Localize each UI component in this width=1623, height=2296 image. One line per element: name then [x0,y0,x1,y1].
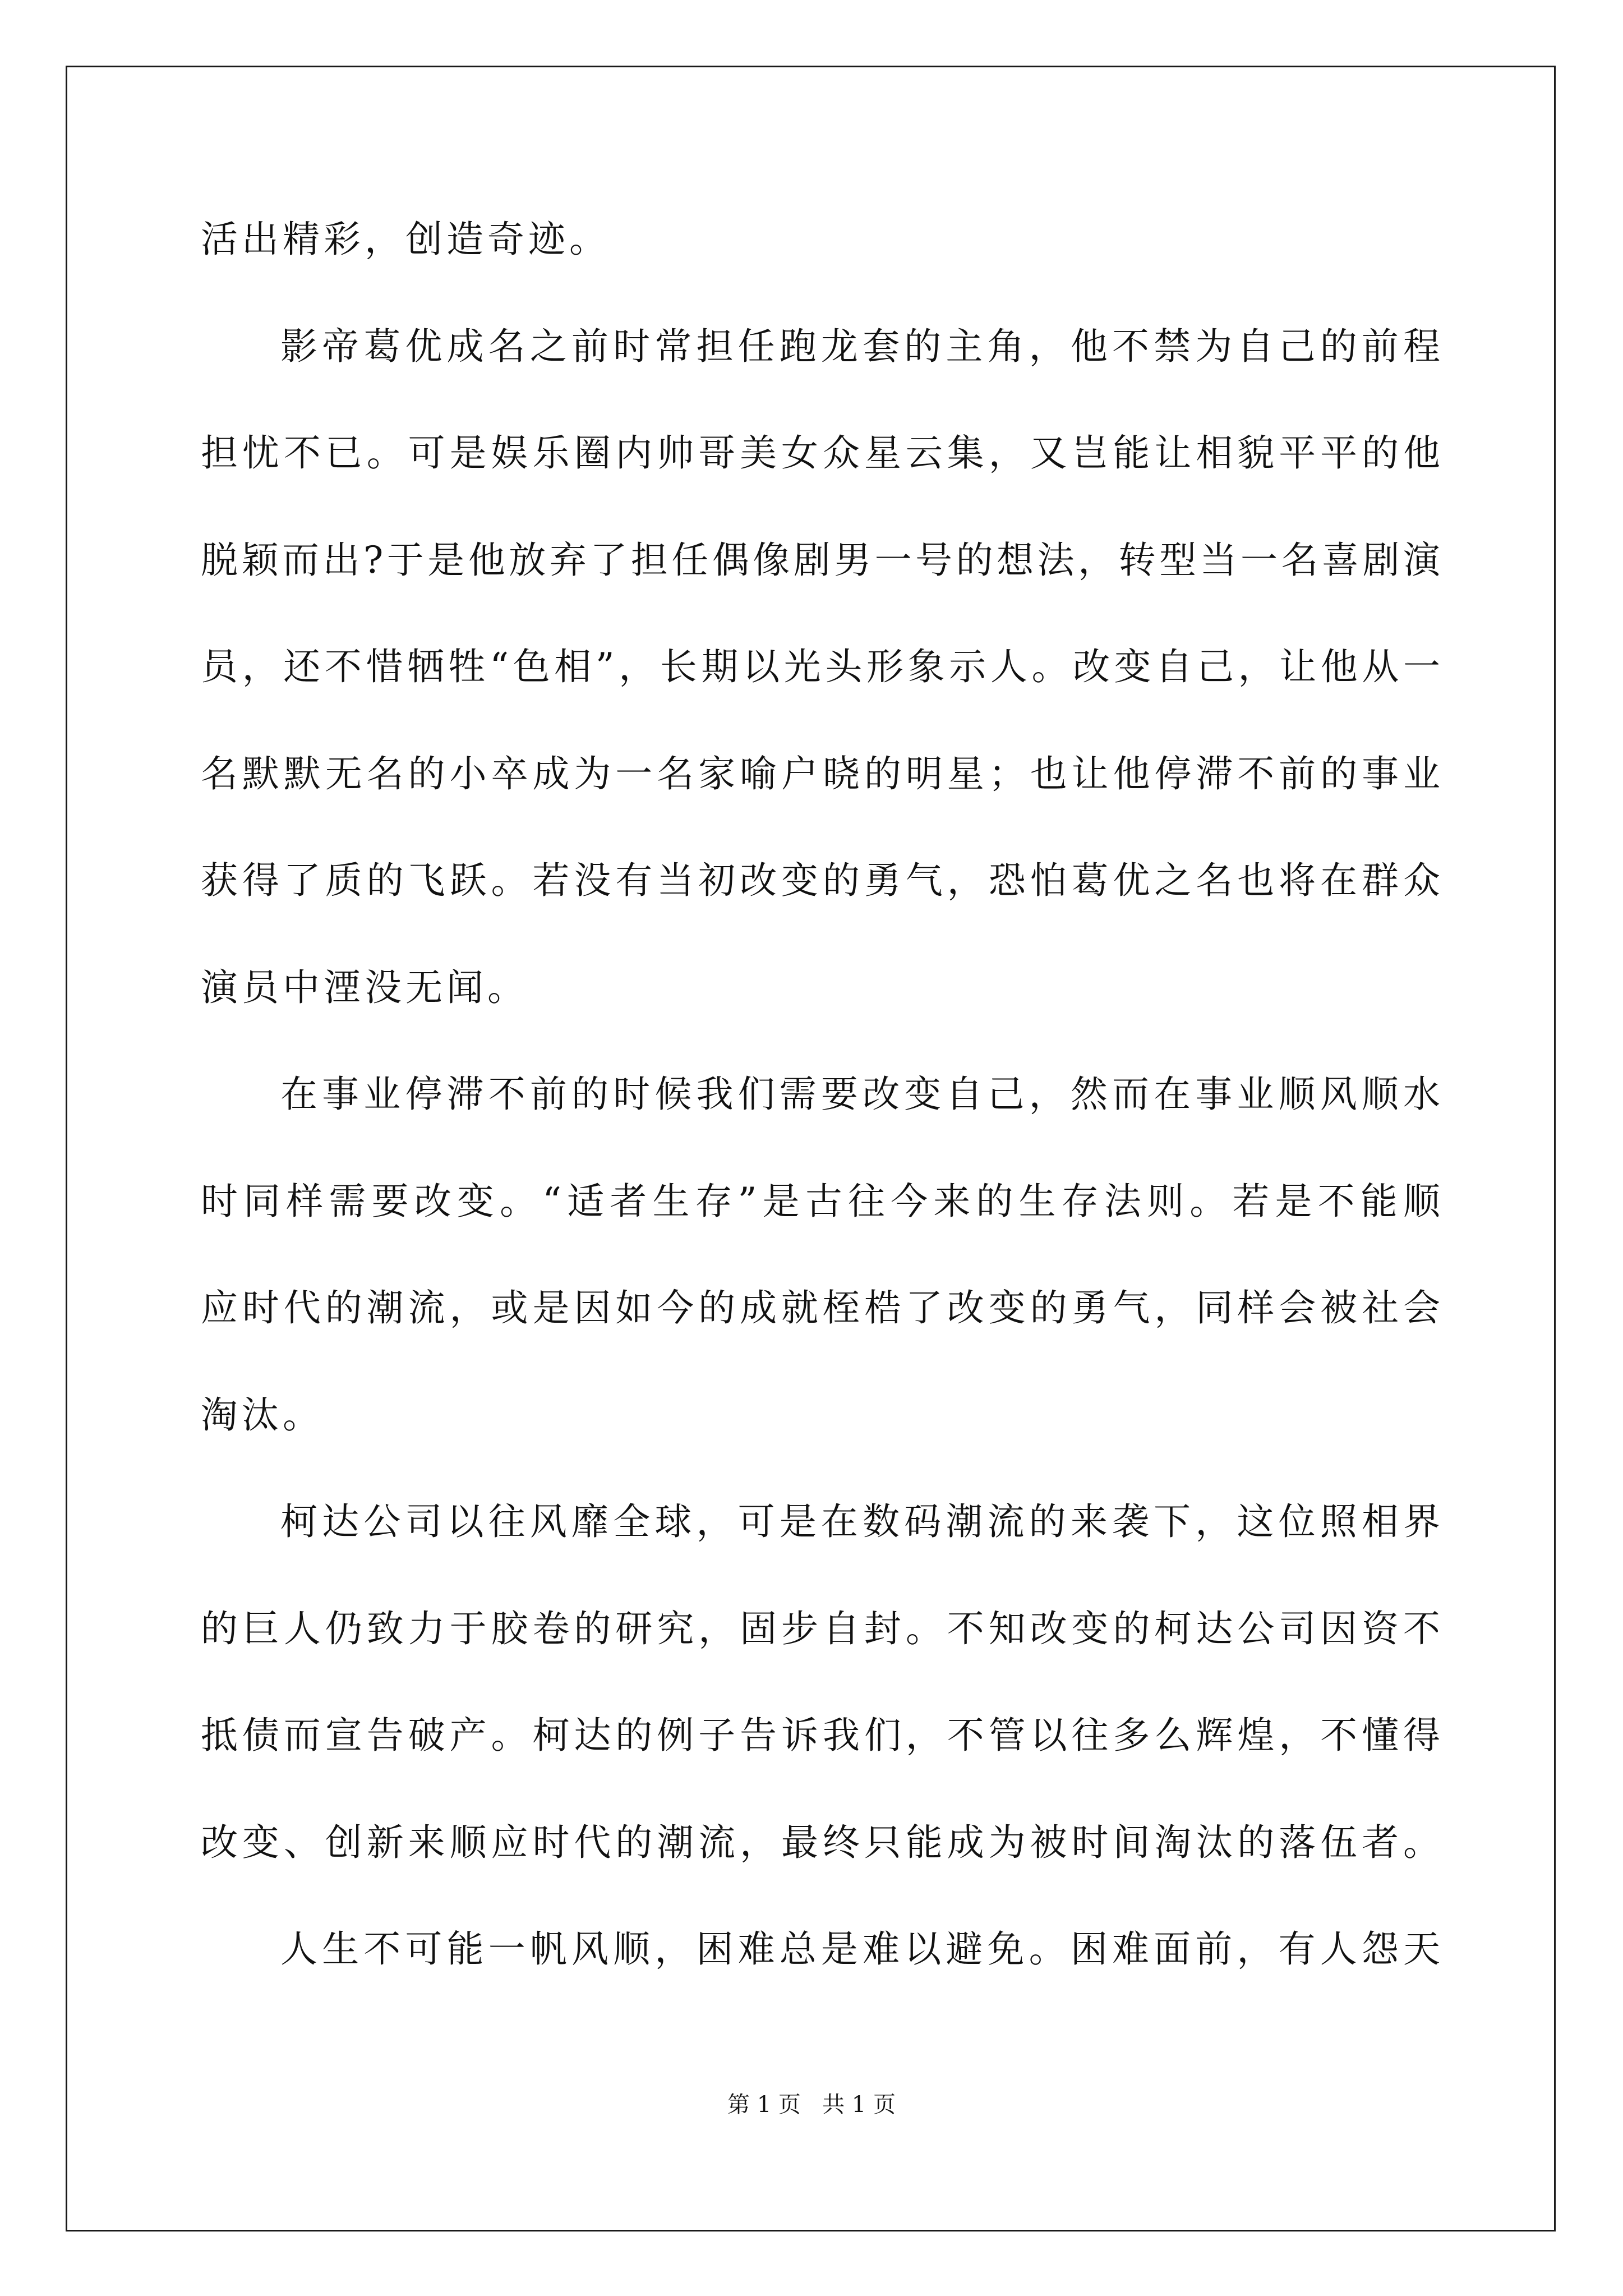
text-line: 获得了质的飞跃。若没有当初改变的勇气，恐怕葛优之名也将在群众 [201,859,1440,902]
text-line: 时同样需要改变。“适者生存”是古往今来的生存法则。若是不能顺 [201,1179,1440,1223]
text-line: 名默默无名的小卒成为一名家喻户晓的明星；也让他停滞不前的事业 [201,752,1440,795]
page-number-footer: 第 1 页 共 1 页 [727,2092,896,2118]
text-line: 活出精彩，创造奇迹。 [201,218,610,261]
text-line: 担忧不已。可是娱乐圈内帅哥美女众星云集，又岂能让相貌平平的他 [201,431,1440,475]
text-line: 的巨人仍致力于胶卷的研究，固步自封。不知改变的柯达公司因资不 [201,1607,1440,1650]
text-line: 员，还不惜牺牲“色相”，长期以光头形象示人。改变自己，让他从一 [201,645,1440,688]
paragraph-first-line: 柯达公司以往风靡全球，可是在数码潮流的来袭下，这位照相界 [280,1500,1440,1543]
text-line: 演员中湮没无闻。 [201,965,528,1009]
document-body [201,186,1440,2003]
text-line: 改变、创新来顺应时代的潮流，最终只能成为被时间淘汰的落伍者。 [201,1820,1440,1864]
paragraph-first-line: 在事业停滞不前的时候我们需要改变自己，然而在事业顺风顺水 [280,1073,1440,1116]
text-line: 脱颖而出?于是他放弃了担任偶像剧男一号的想法，转型当一名喜剧演 [201,538,1440,582]
text-line: 应时代的潮流，或是因如今的成就桎梏了改变的勇气，同样会被社会 [201,1286,1440,1329]
paragraph-first-line: 人生不可能一帆风顺，困难总是难以避免。困难面前，有人怨天 [280,1927,1440,1971]
paragraph-first-line: 影帝葛优成名之前时常担任跑龙套的主角，他不禁为自己的前程 [280,324,1440,368]
text-line: 淘汰。 [201,1393,324,1437]
text-line: 抵债而宣告破产。柯达的例子告诉我们，不管以往多么辉煌，不懂得 [201,1714,1440,1757]
